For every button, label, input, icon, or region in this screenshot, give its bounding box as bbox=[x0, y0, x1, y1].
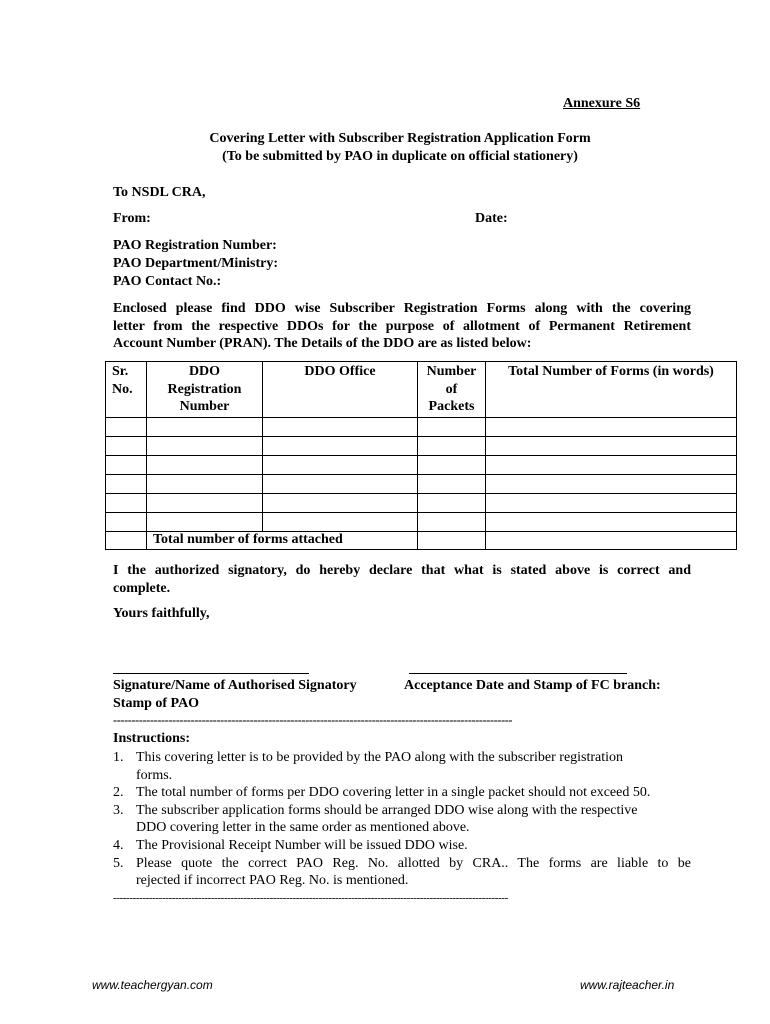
table-cell[interactable] bbox=[418, 475, 486, 494]
table-cell[interactable] bbox=[263, 418, 418, 437]
signature-line[interactable] bbox=[113, 673, 309, 674]
enclosed-line: Enclosed please find DDO wise Subscriber Registration Forms along with the covering bbox=[113, 301, 691, 316]
table-cell[interactable] bbox=[486, 437, 737, 456]
instruction-item bbox=[113, 802, 691, 837]
table-cell[interactable] bbox=[418, 418, 486, 437]
from-label: From: bbox=[113, 211, 151, 226]
acceptance-label: Acceptance Date and Stamp of FC branch: bbox=[404, 678, 661, 693]
total-forms-label: Total number of forms attached bbox=[147, 532, 418, 550]
instruction-item bbox=[113, 784, 691, 802]
header-ddo-registration bbox=[147, 362, 263, 418]
table-cell[interactable] bbox=[418, 532, 486, 550]
footer-left-link[interactable]: www.teachergyan.com bbox=[92, 978, 213, 992]
closing-text: Yours faithfully, bbox=[113, 606, 210, 621]
instruction-text: This covering letter is to be provided by the PAO along with the subscriber registration bbox=[136, 750, 624, 765]
instruction-number: 4. bbox=[113, 837, 124, 853]
table-cell[interactable] bbox=[147, 418, 263, 437]
separator-line: ------------------------------------------------------------------------------------------------------------ bbox=[113, 713, 513, 727]
stamp-label: Stamp of PAO bbox=[113, 696, 200, 711]
date-label: Date: bbox=[475, 211, 508, 226]
declaration-paragraph bbox=[113, 562, 691, 597]
table-cell[interactable] bbox=[106, 494, 147, 513]
table-cell[interactable] bbox=[106, 475, 147, 494]
instruction-number: 5. bbox=[113, 855, 124, 871]
header-text: Total Number of Forms (in words) bbox=[508, 364, 714, 379]
header-packets bbox=[418, 362, 486, 418]
pao-registration-label: PAO Registration Number: bbox=[113, 238, 277, 253]
header-text: DDO Office bbox=[304, 364, 376, 379]
header-text: No. bbox=[112, 381, 133, 397]
ddo-details-table bbox=[105, 361, 737, 550]
enclosed-paragraph bbox=[113, 300, 691, 353]
table-row bbox=[106, 475, 737, 494]
separator-line-bottom: ------------------------------------------------------------------------------------------------------------------------- bbox=[113, 892, 508, 904]
table-cell[interactable] bbox=[147, 456, 263, 475]
table-cell[interactable] bbox=[106, 437, 147, 456]
table-cell[interactable] bbox=[418, 456, 486, 475]
instruction-text: The Provisional Receipt Number will be issued DDO wise. bbox=[136, 837, 468, 853]
instruction-text: DDO covering letter in the same order as mentioned above. bbox=[136, 820, 470, 836]
table-cell[interactable] bbox=[263, 437, 418, 456]
table-cell[interactable] bbox=[486, 513, 737, 532]
header-text: Registration bbox=[167, 381, 242, 397]
table-cell[interactable] bbox=[486, 418, 737, 437]
table-cell[interactable] bbox=[106, 513, 147, 532]
table-header-row bbox=[106, 362, 737, 418]
header-text: of bbox=[445, 381, 458, 397]
table-cell bbox=[106, 532, 147, 550]
header-text: Number bbox=[179, 399, 230, 415]
table-cell[interactable] bbox=[147, 437, 263, 456]
table-row bbox=[106, 494, 737, 513]
table-cell[interactable] bbox=[263, 513, 418, 532]
instruction-text: rejected if incorrect PAO Reg. No. is mentioned. bbox=[136, 873, 409, 889]
instruction-text: forms. bbox=[136, 767, 173, 783]
table-cell[interactable] bbox=[147, 513, 263, 532]
header-sr-no bbox=[106, 362, 147, 418]
table-row bbox=[106, 437, 737, 456]
table-cell[interactable] bbox=[263, 456, 418, 475]
table-cell[interactable] bbox=[147, 475, 263, 494]
footer-right-link[interactable]: www.rajteacher.in bbox=[580, 978, 675, 992]
header-text: Packets bbox=[428, 399, 475, 415]
table-cell[interactable] bbox=[486, 494, 737, 513]
header-total-forms bbox=[486, 362, 737, 418]
header-text: Sr. bbox=[112, 364, 129, 379]
annexure-label: Annexure S6 bbox=[563, 96, 641, 111]
declaration-line: complete. bbox=[113, 580, 171, 596]
table-cell[interactable] bbox=[418, 513, 486, 532]
table-total-row bbox=[106, 532, 737, 550]
instruction-text: Please quote the correct PAO Reg. No. allotted by CRA.. The forms are liable to be bbox=[136, 855, 691, 871]
table-cell[interactable] bbox=[263, 494, 418, 513]
document-subtitle: (To be submitted by PAO in duplicate on official stationery) bbox=[222, 149, 578, 164]
table-row bbox=[106, 513, 737, 532]
table-cell[interactable] bbox=[486, 532, 737, 550]
instruction-item bbox=[113, 837, 691, 855]
table-cell[interactable] bbox=[486, 456, 737, 475]
signature-label: Signature/Name of Authorised Signatory bbox=[113, 678, 357, 693]
instructions-list bbox=[113, 749, 691, 890]
table-cell[interactable] bbox=[106, 456, 147, 475]
table-cell[interactable] bbox=[418, 437, 486, 456]
table-cell[interactable] bbox=[263, 475, 418, 494]
instruction-number: 1. bbox=[113, 750, 124, 765]
enclosed-line: Account Number (PRAN). The Details of the DDO are as listed below: bbox=[113, 336, 532, 352]
table-row bbox=[106, 418, 737, 437]
declaration-line: I the authorized signatory, do hereby declare that what is stated above is correct and bbox=[113, 563, 691, 578]
table-cell[interactable] bbox=[147, 494, 263, 513]
instruction-item bbox=[113, 855, 691, 890]
header-text: DDO bbox=[188, 364, 221, 379]
table-row bbox=[106, 456, 737, 475]
document-title: Covering Letter with Subscriber Registration Application Form bbox=[209, 131, 591, 146]
pao-department-label: PAO Department/Ministry: bbox=[113, 256, 278, 271]
table-cell[interactable] bbox=[418, 494, 486, 513]
header-ddo-office bbox=[263, 362, 418, 418]
instructions-heading: Instructions: bbox=[113, 731, 191, 746]
table-cell[interactable] bbox=[486, 475, 737, 494]
pao-contact-label: PAO Contact No.: bbox=[113, 274, 222, 289]
instruction-number: 3. bbox=[113, 802, 124, 818]
instruction-text: The total number of forms per DDO covering letter in a single packet should not exceed 50. bbox=[136, 785, 651, 801]
instruction-item bbox=[113, 749, 691, 784]
instruction-text: The subscriber application forms should be arranged DDO wise along with the respective bbox=[136, 802, 638, 818]
enclosed-line: letter from the respective DDOs for the purpose of allotment of Permanent Retirement bbox=[113, 318, 691, 334]
header-text: Number bbox=[426, 364, 477, 379]
table-cell[interactable] bbox=[106, 418, 147, 437]
acceptance-line[interactable] bbox=[409, 673, 627, 674]
instruction-number: 2. bbox=[113, 785, 124, 801]
recipient-line: To NSDL CRA, bbox=[113, 185, 206, 200]
